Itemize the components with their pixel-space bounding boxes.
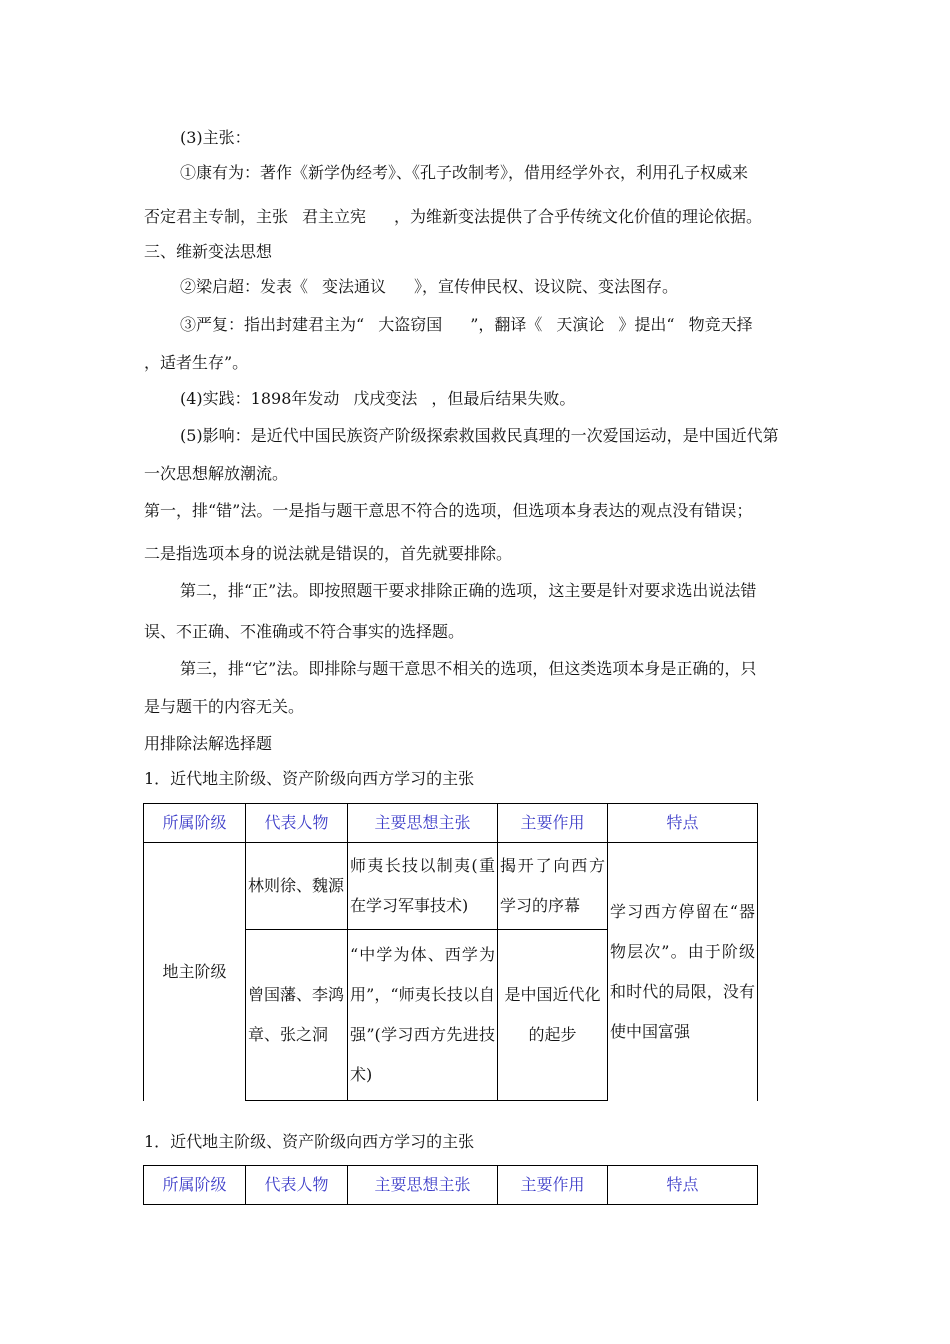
paragraph-claims-heading: (3)主张： xyxy=(180,128,251,147)
table-western-learning xyxy=(143,803,758,1101)
paragraph-practice xyxy=(180,389,575,409)
feature-cell: 学习西方停留在“器物层次”。由于阶级和时代的局限，没有使中国富强 xyxy=(608,843,758,1101)
paragraph-influence-line2: 一次思想解放潮流。 xyxy=(144,464,289,483)
table-western-learning-repeat xyxy=(143,1165,758,1205)
text: ②梁启超：发表《 xyxy=(180,277,309,296)
fill-blank-answer: 大盗窃国 xyxy=(378,315,443,334)
paragraph-yan-fu-line2: ，适者生存”。 xyxy=(144,353,249,372)
fill-blank-answer: 戊戌变法 xyxy=(353,389,418,408)
table-header-row xyxy=(144,804,758,843)
paragraph-kang-youwei-line1: ①康有为：著作《新学伪经考》、《孔子改制考》，借用经学外衣，利用孔子权威来 xyxy=(180,163,749,182)
paragraph-method-first-line2: 二是指选项本身的说法就是错误的，首先就要排除。 xyxy=(144,544,513,563)
header-cell: 特点 xyxy=(608,1166,758,1205)
table1-caption: 1．近代地主阶级、资产阶级向西方学习的主张 xyxy=(144,769,475,788)
person-cell: 林则徐、魏源 xyxy=(246,843,348,930)
fill-blank-answer: 物竞天择 xyxy=(688,315,753,334)
text: ③严复：指出封建君主为“ xyxy=(180,315,365,334)
text: ，但最后结果失败。 xyxy=(431,389,576,408)
paragraph-influence-line1: (5)影响：是近代中国民族资产阶级探索救国救民真理的一次爱国运动，是中国近代第 xyxy=(180,426,779,445)
idea-cell: “中学为体、西学为用”，“师夷长技以自强”(学习西方先进技术) xyxy=(348,930,498,1101)
paragraph-elimination-title: 用排除法解选择题 xyxy=(144,734,273,753)
table-row xyxy=(144,843,758,930)
paragraph-method-first-line1: 第一，排“错”法。一是指与题干意思不符合的选项，但选项本身表达的观点没有错误； xyxy=(144,501,753,520)
paragraph-method-second-line1: 第二，排“正”法。即按照题干要求排除正确的选项，这主要是针对要求选出说法错 xyxy=(180,581,757,600)
text: 》，宣传伸民权、设议院、变法图存。 xyxy=(414,277,679,296)
role-cell: 是中国近代化的起步 xyxy=(498,930,608,1101)
header-cell: 特点 xyxy=(608,804,758,843)
idea-cell: 师夷长技以制夷(重在学习军事技术) xyxy=(348,843,498,930)
header-cell: 主要作用 xyxy=(498,1166,608,1205)
header-cell: 主要作用 xyxy=(498,804,608,843)
class-cell: 地主阶级 xyxy=(144,843,246,1101)
header-cell: 主要思想主张 xyxy=(348,1166,498,1205)
table-header-row xyxy=(144,1166,758,1205)
fill-blank-answer: 天演论 xyxy=(556,315,605,334)
text: 》提出“ xyxy=(618,315,675,334)
header-cell: 所属阶级 xyxy=(144,804,246,843)
text: (4)实践：1898年发动 xyxy=(180,389,340,408)
header-cell: 代表人物 xyxy=(246,804,348,843)
table2-caption: 1．近代地主阶级、资产阶级向西方学习的主张 xyxy=(144,1132,475,1151)
paragraph-method-third-line2: 是与题干的内容无关。 xyxy=(144,697,305,716)
text: 否定君主专制，主张 xyxy=(144,207,289,226)
section-heading-reform-thought: 三、维新变法思想 xyxy=(144,242,273,261)
paragraph-liang-qichao xyxy=(180,277,678,297)
fill-blank-answer: 君主立宪 xyxy=(302,207,367,226)
header-cell: 主要思想主张 xyxy=(348,804,498,843)
role-cell: 揭开了向西方学习的序幕 xyxy=(498,843,608,930)
person-cell: 曾国藩、李鸿章、张之洞 xyxy=(246,930,348,1101)
paragraph-kang-youwei-line2 xyxy=(144,207,762,227)
paragraph-method-third-line1: 第三，排“它”法。即排除与题干意思不相关的选项，但这类选项本身是正确的，只 xyxy=(180,659,757,678)
text: ，为维新变法提供了合乎传统文化价值的理论依据。 xyxy=(394,207,763,226)
paragraph-yan-fu-line1 xyxy=(180,315,753,335)
header-cell: 所属阶级 xyxy=(144,1166,246,1205)
paragraph-method-second-line2: 误、不正确、不准确或不符合事实的选择题。 xyxy=(144,622,465,641)
text: ”，翻译《 xyxy=(470,315,543,334)
fill-blank-answer: 变法通议 xyxy=(322,277,387,296)
header-cell: 代表人物 xyxy=(246,1166,348,1205)
